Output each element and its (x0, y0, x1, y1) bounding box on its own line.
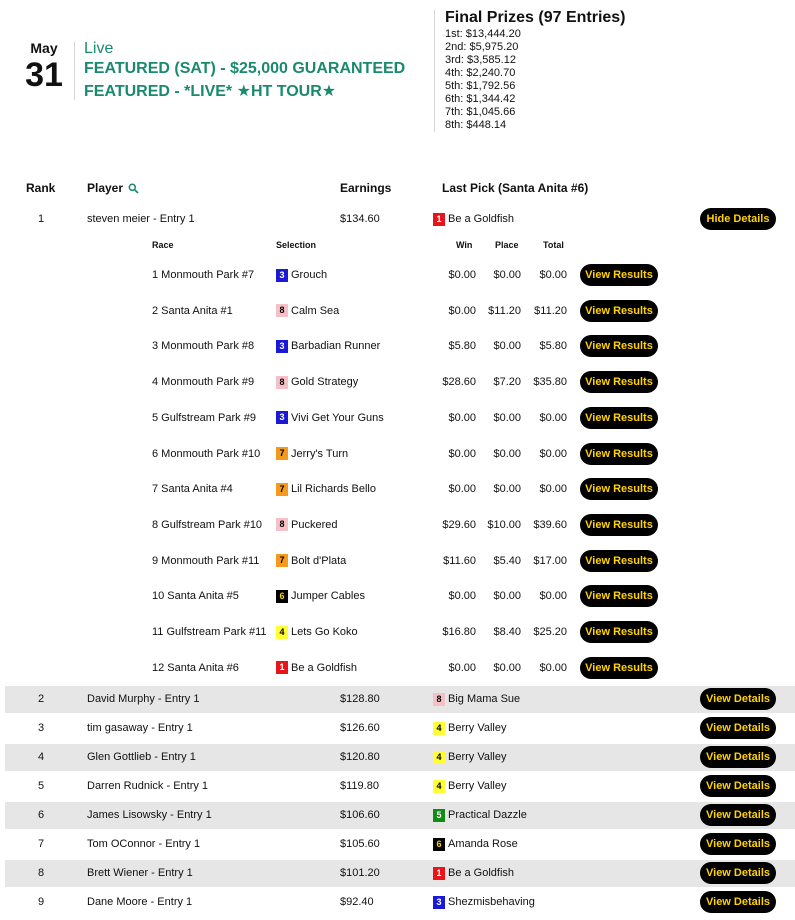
race-name: 5 Gulfstream Park #9 (152, 411, 256, 424)
saddle-number-badge: 1 (433, 213, 445, 226)
view-results-button[interactable]: View Results (580, 300, 658, 322)
view-results-button[interactable]: View Results (580, 335, 658, 357)
race-detail-row (0, 407, 795, 443)
detail-header-selection: Selection (276, 240, 317, 250)
leaderboard-row (5, 715, 795, 742)
pick-horse: Big Mama Sue (448, 693, 521, 705)
selection-horse: Bolt d'Plata (291, 554, 347, 567)
race-detail-row (0, 585, 795, 621)
race-selection (276, 407, 384, 429)
selection-horse: Lets Go Koko (291, 626, 358, 638)
pick-horse: Berry Valley (448, 722, 507, 734)
race-total: $11.20 (534, 304, 567, 317)
race-selection (276, 514, 337, 536)
event-title-line2: FEATURED - *LIVE* ★HT TOUR★ (84, 83, 337, 100)
race-place: $0.00 (493, 661, 521, 674)
row-rank: 4 (37, 751, 45, 763)
race-place: $0.00 (493, 447, 521, 460)
pick-horse: Berry Valley (448, 780, 507, 792)
view-results-button[interactable]: View Results (580, 443, 658, 465)
header-divider (74, 42, 75, 100)
view-results-button[interactable]: View Results (580, 407, 658, 429)
view-results-button[interactable]: View Results (580, 621, 658, 643)
saddle-number-badge: 1 (276, 661, 288, 674)
race-name: 9 Monmouth Park #11 (152, 554, 260, 567)
detail-header-race: Race (152, 240, 174, 250)
race-name: 3 Monmouth Park #8 (152, 340, 255, 353)
race-name: 2 Santa Anita #1 (152, 304, 233, 317)
race-win: $29.60 (442, 518, 476, 531)
row-earnings: $92.40 (340, 896, 374, 908)
saddle-number-badge: 3 (276, 269, 288, 282)
race-name: 12 Santa Anita #6 (152, 661, 239, 674)
search-icon[interactable] (128, 181, 139, 199)
race-total: $0.00 (539, 269, 567, 281)
view-details-button[interactable]: View Details (700, 862, 776, 884)
detail-header-total: Total (543, 240, 564, 250)
race-place: $5.40 (493, 554, 521, 567)
saddle-number-badge: 8 (276, 518, 288, 531)
saddle-number-badge: 5 (433, 809, 445, 822)
saddle-number-badge: 6 (276, 590, 288, 603)
selection-horse: Jerry's Turn (291, 447, 349, 460)
race-selection (276, 264, 327, 286)
race-name: 11 Gulfstream Park #11 (152, 626, 267, 638)
saddle-number-badge: 1 (433, 867, 445, 880)
detail-header-place: Place (495, 240, 519, 250)
row-earnings: $105.60 (340, 838, 380, 850)
race-total: $0.00 (539, 411, 567, 424)
race-selection (276, 335, 380, 357)
prizes-divider (434, 10, 435, 132)
race-detail-row (0, 335, 795, 371)
saddle-number-badge: 3 (433, 896, 445, 909)
saddle-number-badge: 4 (276, 626, 288, 639)
pick-horse: Be a Goldfish (448, 867, 515, 879)
race-name: 4 Monmouth Park #9 (152, 376, 255, 389)
race-total: $0.00 (539, 590, 567, 603)
row-rank: 1 (37, 213, 45, 225)
event-month: May (30, 40, 58, 56)
race-selection (276, 371, 358, 393)
selection-horse: Jumper Cables (291, 590, 365, 603)
race-win: $11.60 (443, 554, 476, 567)
row-earnings: $101.20 (340, 867, 380, 879)
race-selection (276, 443, 348, 465)
selection-horse: Vivi Get Your Guns (291, 411, 384, 424)
saddle-number-badge: 7 (276, 483, 288, 496)
row-rank: 5 (37, 780, 45, 792)
view-details-button[interactable]: View Details (700, 746, 776, 768)
pick-horse: Berry Valley (448, 751, 507, 763)
saddle-number-badge: 4 (433, 751, 445, 764)
row-player: James Lisowsky - Entry 1 (87, 809, 212, 821)
view-details-button[interactable]: View Details (700, 775, 776, 797)
row-rank: 9 (37, 896, 45, 908)
view-results-button[interactable]: View Results (580, 371, 658, 393)
row-player: Tom OConnor - Entry 1 (87, 838, 201, 850)
saddle-number-badge: 6 (433, 838, 445, 851)
race-win: $0.00 (448, 411, 476, 424)
event-date (18, 40, 70, 92)
race-detail-row (0, 621, 795, 657)
event-status: Live (84, 40, 114, 57)
race-selection (276, 550, 346, 572)
saddle-number-badge: 8 (276, 376, 288, 389)
pick-horse: Amanda Rose (448, 838, 518, 850)
view-results-button[interactable]: View Results (580, 264, 658, 286)
row-player: tim gasaway - Entry 1 (87, 722, 193, 734)
pick-horse: Practical Dazzle (448, 809, 527, 821)
row-earnings: $119.80 (340, 780, 379, 792)
row-rank: 3 (37, 722, 45, 734)
race-place: $0.00 (493, 411, 521, 424)
prize-item: 6th: $1,344.42 (445, 93, 516, 105)
race-place: $0.00 (493, 483, 521, 496)
saddle-number-badge: 3 (276, 411, 288, 424)
row-rank: 8 (37, 867, 45, 879)
race-place: $0.00 (493, 340, 521, 353)
event-day: 31 (25, 56, 63, 94)
prize-item: 4th: $2,240.70 (445, 67, 516, 79)
race-selection (276, 621, 358, 643)
view-details-button[interactable]: View Details (700, 688, 776, 710)
selection-horse: Grouch (291, 269, 328, 281)
race-win: $16.80 (442, 626, 476, 638)
leaderboard-row (5, 889, 795, 916)
row-player: Glen Gottlieb - Entry 1 (87, 751, 196, 763)
col-header-rank: Rank (26, 181, 56, 195)
race-detail-row (0, 550, 795, 586)
row-rank: 7 (37, 838, 45, 850)
leaderboard-row (5, 686, 795, 713)
race-selection (276, 300, 339, 322)
race-total: $5.80 (539, 340, 567, 353)
selection-horse: Gold Strategy (291, 376, 359, 389)
prize-item: 1st: $13,444.20 (445, 28, 521, 40)
race-win: $0.00 (448, 590, 476, 603)
view-details-button[interactable]: View Details (700, 891, 776, 913)
race-detail-row (0, 514, 795, 550)
leaderboard-row-expanded (5, 206, 795, 233)
race-win: $5.80 (448, 340, 476, 353)
race-place: $8.40 (493, 626, 521, 638)
race-name: 10 Santa Anita #5 (152, 590, 239, 603)
race-win: $0.00 (448, 269, 476, 281)
row-player: David Murphy - Entry 1 (87, 693, 200, 705)
row-earnings: $126.60 (340, 722, 380, 734)
selection-horse: Be a Goldfish (291, 661, 358, 674)
race-win: $0.00 (448, 483, 476, 496)
race-total: $0.00 (539, 447, 567, 460)
saddle-number-badge: 4 (433, 780, 445, 793)
row-last-pick (433, 686, 520, 713)
row-player: Darren Rudnick - Entry 1 (87, 780, 209, 792)
view-details-button[interactable]: View Details (700, 804, 776, 826)
leaderboard-row (5, 802, 795, 829)
col-header-last-pick: Last Pick (Santa Anita #6) (442, 181, 589, 195)
row-player: Brett Wiener - Entry 1 (87, 867, 193, 879)
prize-item: 3rd: $3,585.12 (445, 54, 516, 66)
row-rank: 2 (37, 693, 45, 705)
race-total: $0.00 (539, 483, 567, 496)
race-total: $39.60 (533, 518, 567, 531)
race-total: $25.20 (533, 626, 567, 638)
col-header-player: Player (87, 181, 124, 195)
row-earnings: $128.80 (340, 693, 380, 705)
view-details-button[interactable]: View Details (700, 717, 776, 739)
race-selection (276, 478, 376, 500)
view-results-button[interactable]: View Results (580, 514, 658, 536)
event-title-line1: FEATURED (SAT) - $25,000 GUARANTEED (84, 60, 406, 77)
row-player: steven meier - Entry 1 (87, 213, 195, 225)
leaderboard-row (5, 860, 795, 887)
race-detail-row (0, 300, 795, 336)
col-header-earnings: Earnings (340, 181, 392, 195)
view-results-button[interactable]: View Results (580, 550, 658, 572)
leaderboard-row (5, 744, 795, 771)
prize-item: 8th: $448.14 (445, 119, 507, 131)
race-total: $17.00 (533, 554, 567, 567)
selection-horse: Barbadian Runner (291, 340, 381, 353)
race-place: $0.00 (493, 590, 521, 603)
race-win: $0.00 (448, 304, 476, 317)
row-earnings: $120.80 (340, 751, 380, 763)
race-place: $10.00 (487, 518, 521, 531)
view-details-button[interactable]: View Details (700, 833, 776, 855)
row-earnings: $134.60 (340, 213, 380, 225)
saddle-number-badge: 3 (276, 340, 288, 353)
selection-horse: Puckered (291, 518, 338, 531)
row-last-pick (433, 715, 506, 742)
row-last-pick (433, 773, 506, 800)
view-results-button[interactable]: View Results (580, 585, 658, 607)
race-place: $0.00 (493, 269, 521, 281)
row-rank: 6 (37, 809, 45, 821)
row-last-pick (433, 802, 527, 829)
saddle-number-badge: 7 (276, 447, 288, 460)
saddle-number-badge: 8 (276, 304, 288, 317)
pick-horse: Be a Goldfish (448, 213, 515, 225)
hide-details-button[interactable]: Hide Details (700, 208, 776, 230)
race-name: 8 Gulfstream Park #10 (152, 518, 263, 531)
race-name: 6 Monmouth Park #10 (152, 447, 261, 460)
race-total: $35.80 (533, 376, 567, 389)
pick-horse: Shezmisbehaving (448, 896, 535, 908)
race-detail-row (0, 264, 795, 300)
prize-item: 7th: $1,045.66 (445, 106, 516, 118)
race-detail-row (0, 443, 795, 479)
saddle-number-badge: 8 (433, 693, 445, 706)
view-results-button[interactable]: View Results (580, 478, 658, 500)
race-selection (276, 657, 357, 679)
race-win: $28.60 (442, 376, 476, 389)
saddle-number-badge: 7 (276, 554, 288, 567)
leaderboard-row (5, 831, 795, 858)
race-total: $0.00 (539, 661, 567, 674)
row-player: Dane Moore - Entry 1 (87, 896, 193, 908)
selection-horse: Calm Sea (291, 304, 340, 317)
detail-header-win: Win (456, 240, 473, 250)
view-results-button[interactable]: View Results (580, 657, 658, 679)
race-name: 1 Monmouth Park #7 (152, 269, 255, 281)
row-last-pick (433, 889, 535, 916)
prize-item: 5th: $1,792.56 (445, 80, 516, 92)
race-place: $7.20 (493, 376, 521, 389)
row-earnings: $106.60 (340, 809, 380, 821)
prizes-title: Final Prizes (97 Entries) (445, 9, 626, 26)
prize-list (445, 28, 521, 132)
row-last-pick (433, 206, 514, 233)
race-place: $11.20 (488, 304, 521, 317)
race-win: $0.00 (448, 661, 476, 674)
row-last-pick (433, 831, 518, 858)
race-name: 7 Santa Anita #4 (152, 483, 233, 496)
race-win: $0.00 (448, 447, 476, 460)
selection-horse: Lil Richards Bello (291, 483, 376, 496)
leaderboard-row (5, 773, 795, 800)
race-selection (276, 585, 365, 607)
race-detail-row (0, 478, 795, 514)
row-last-pick (433, 860, 514, 887)
prize-item: 2nd: $5,975.20 (445, 41, 519, 53)
row-last-pick (433, 744, 506, 771)
race-detail-row (0, 371, 795, 407)
saddle-number-badge: 4 (433, 722, 445, 735)
